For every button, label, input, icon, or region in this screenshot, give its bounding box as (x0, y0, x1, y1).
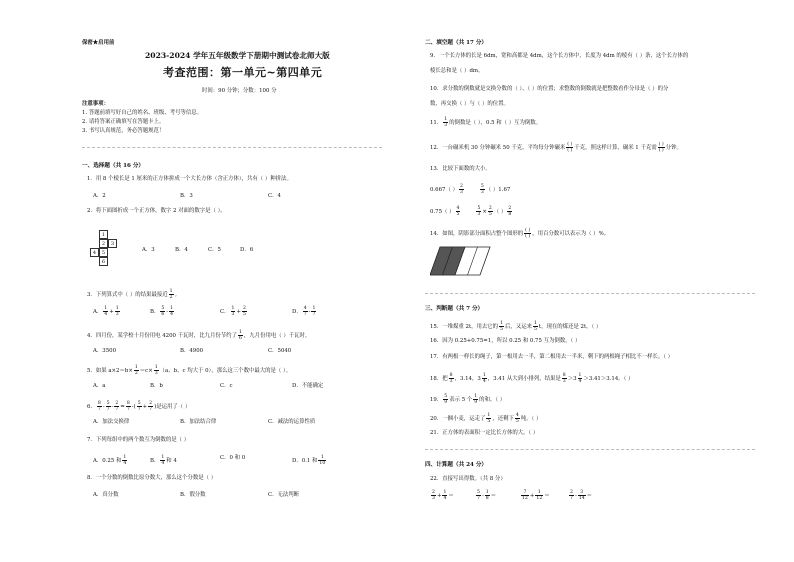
calc-item: $\frac{5}{7}$ - $\frac{1}{8}$ ＝ (477, 490, 497, 501)
question-8: 8．一个分数的倒数比原分数大，那么这个分数是（ ） (87, 475, 217, 481)
question-5: 5．如果 a×2＝b× $\frac{1}{2}$ ＝c× $\frac{1}{3}$ （a、b、c 均大于 0），那么这三个数中最大的是（ ）。 (87, 365, 292, 376)
q3-end: 。 (174, 292, 180, 298)
question-6: 6． $\frac{8}{7}$ - $\frac{5}{7}$ - $\frac{2}{7}$ = $\frac{8}{7}$ -( $\frac{5}{7}$ + $\frac{2}{7}$ )是运用了（ ） (87, 401, 191, 412)
question-10: 10．求分数的倒数就是交换分数的（ ）、（ ）的位置；求整数的倒数就是把整数看作分母是（ ）的分 (430, 86, 669, 92)
q5-option-a[interactable]: A．a (93, 383, 106, 389)
question-15: 15．一堆煤重 2t，用去它的 $\frac{1}{5}$ 后，又运来 $\frac{1}{5}$ t，现在的煤还是 2t。（ ） (430, 321, 602, 332)
question-22: 22．直接写出得数。（共 8 分） (430, 476, 506, 482)
question-14: 14．如图，阴影部分面积占整个图形的 $\frac{( )}{( )}$ ，用百分数可以表示为（ ）%。 (430, 228, 610, 239)
question-10-cont: 数，再交换（ ）与（ ）的位置。 (430, 101, 509, 107)
section4-heading: 四、计算题（共 24 分） (425, 462, 488, 468)
question-17: 17．有两根一样长的绳子，第一根用去一半，第二根用去一半米，剩下的两根绳子相比不一样长。（ ） (430, 354, 674, 360)
net-cell: 1 (99, 230, 108, 239)
question-20: 20．一捆小麦，运走了 $\frac{1}{5}$ ，还剩下 $\frac{4}{5}$ 吨。（ ） (430, 413, 542, 424)
note-item: 3. 书写认真规范，务必答题规范！ (82, 128, 165, 134)
question-11: 11． $\frac{1}{3}$ 的倒数是（ ），0.5 和（ ）互为倒数。 (430, 117, 542, 128)
q4-end: ，九月份用电（ ）千瓦时。 (243, 333, 311, 339)
q1-option-c[interactable]: C．4 (268, 193, 281, 199)
calc-item: $\frac{2}{7}$ - $\frac{3}{14}$ ＝ (570, 490, 593, 501)
q3-option-a[interactable]: A． $\frac{1}{4}$ + $\frac{1}{3}$ (93, 306, 119, 317)
q4-option-b[interactable]: B．4900 (180, 348, 204, 354)
fraction: $\frac{1}{2}$ (169, 289, 173, 300)
q7-option-b[interactable]: B． $\frac{1}{4}$ 和 4 (150, 455, 177, 466)
q4-text: 4．四月份，某学校十月份用电 4200 千瓦时，比九月份节约了 (87, 333, 237, 339)
q7-option-c[interactable]: C．0 和 0 (220, 455, 246, 461)
question-3 (87, 289, 180, 300)
question-18: 18．把 $\frac{8}{3}$ ，3.14，3 $\frac{1}{4}$ ，3.41 从大到小排列，结果是 $\frac{8}{3}$ ＞3 $\frac{1}{4}$ ＞3.41＞3.14。（ ） (430, 373, 634, 384)
q8-option-c[interactable]: C．无法判断 (268, 492, 300, 498)
net-cell: 4 (90, 248, 99, 257)
q1-option-a[interactable]: A．2 (93, 193, 106, 199)
question-19: 19． $\frac{5}{9}$ 表示 5 个 $\frac{1}{9}$ 的和。（ ） (430, 394, 506, 405)
question-7: 7．下列每组中的两个数互为倒数的是（ ） (87, 437, 190, 443)
shaded-parallelogram-figure (430, 245, 492, 277)
question-13: 13．比较下面数的大小。 (430, 166, 491, 172)
q3-option-d[interactable]: D． $\frac{4}{7}$ - $\frac{1}{7}$ (292, 306, 316, 317)
q5-option-b[interactable]: B．b (150, 383, 163, 389)
question-16: 16．因为 0.25+0.75=1，所以 0.25 和 0.75 互为倒数。（ ） (430, 338, 581, 344)
divider (425, 449, 755, 450)
q4-option-a[interactable]: A．3500 (93, 348, 117, 354)
net-cell: 6 (99, 257, 108, 266)
q7-option-d[interactable]: D．0.1 和 $\frac{1}{10}$ (292, 455, 326, 466)
question-1: 1．用 8 个棱长是 1 厘米的正方体拼成一个大长方体（含正方体），共有（ ）种拼法。 (87, 176, 292, 182)
q6-option-a[interactable]: A．加法交换律 (93, 419, 130, 425)
q2-option-d[interactable]: D．6 (240, 247, 254, 253)
q3-option-c[interactable]: C． $\frac{1}{3}$ + $\frac{2}{5}$ (220, 306, 246, 317)
q2-option-b[interactable]: B．4 (175, 247, 188, 253)
q5-option-c[interactable]: C．c (220, 383, 233, 389)
calc-item: $\frac{7}{12}$ + $\frac{1}{12}$ ＝ (522, 490, 550, 501)
q2-option-c[interactable]: C．5 (208, 247, 221, 253)
notes-heading: 注意事项： (82, 101, 109, 107)
q6-option-c[interactable]: C．减法的运算性质 (268, 419, 316, 425)
q4-option-c[interactable]: C．5040 (268, 348, 292, 354)
divider (82, 147, 382, 148)
exam-time: 时间：90 分钟；分数：100 分 (202, 88, 277, 94)
q5-option-d[interactable]: D．不能确定 (292, 383, 324, 389)
net-cell: 2 (99, 239, 108, 248)
calc-item: $\frac{2}{3}$ + $\frac{1}{4}$ ＝ (432, 490, 454, 501)
section2-heading: 二、填空题（共 17 分） (425, 40, 488, 46)
section3-heading: 三、判断题（共 7 分） (425, 306, 484, 312)
note-item: 1. 答题前填写好自己的姓名、班级、考号等信息。 (82, 110, 203, 116)
question-9-cont: 棱长总和是（ ）dm。 (430, 68, 484, 74)
question-9: 9．一个长方体的长是 6dm，宽和高都是 4dm，这个长方体中，长度为 4dm 的棱有（ ）条，这个长方体的 (430, 53, 689, 59)
net-cell: 5 (99, 248, 108, 257)
question-21: 21．正方体的表面积一定比长方体的大。（ ） (430, 430, 539, 436)
q6-option-b[interactable]: B．加法结合律 (180, 419, 217, 425)
q8-option-a[interactable]: A．真分数 (93, 492, 119, 498)
question-12: 12．一台碾米机 30 分钟碾米 50 千克，平均每分钟碾米 $\frac{( )}{( )}$ 千克，照这样计算，碾米 1 千克需 $\frac{( )}{( )}$ 分钟。 (430, 142, 682, 153)
question-2: 2．将下面图折成一个正方体，数字 2 对面的数字是（ ）。 (87, 208, 226, 214)
q7-option-a[interactable]: A．0.25 和 $\frac{1}{4}$ (93, 455, 127, 466)
section1-heading: 一、选择题（共 16 分） (82, 163, 145, 169)
q13-compare-row-1: 0.667（ ） $\frac{2}{3}$ $\frac{5}{3}$ （ ）1.67 (430, 184, 511, 195)
net-cell: 3 (108, 239, 117, 248)
exam-scope: 考查范围：第一单元~第四单元 (163, 66, 323, 79)
q2-option-a[interactable]: A．3 (142, 247, 155, 253)
q13-compare-row-2: 0.75（ ） $\frac{4}{5}$ $\frac{5}{3}$ × $\frac{2}{5}$ （ ） $\frac{2}{8}$ (430, 206, 512, 217)
q1-option-b[interactable]: B．3 (180, 193, 193, 199)
q8-option-b[interactable]: B．假分数 (180, 492, 206, 498)
exam-title: 2023-2024 学年五年级数学下册期中测试卷北师大版 (145, 51, 330, 60)
divider (425, 293, 755, 294)
question-4: 4．四月份，某学校十月份用电 4200 千瓦时，比九月份节约了 $\frac{1}{6}$ ，九月份用电（ ）千瓦时。 (87, 330, 311, 341)
note-item: 2. 请将答案正确填写在答题卡上。 (82, 119, 165, 125)
q3-option-b[interactable]: B． $\frac{5}{6}$ - $\frac{1}{4}$ (150, 306, 174, 317)
q3-text: 3．下列算式中（ ）的结果最接近 (87, 292, 168, 298)
secret-label: 保密★启用前 (82, 40, 115, 46)
